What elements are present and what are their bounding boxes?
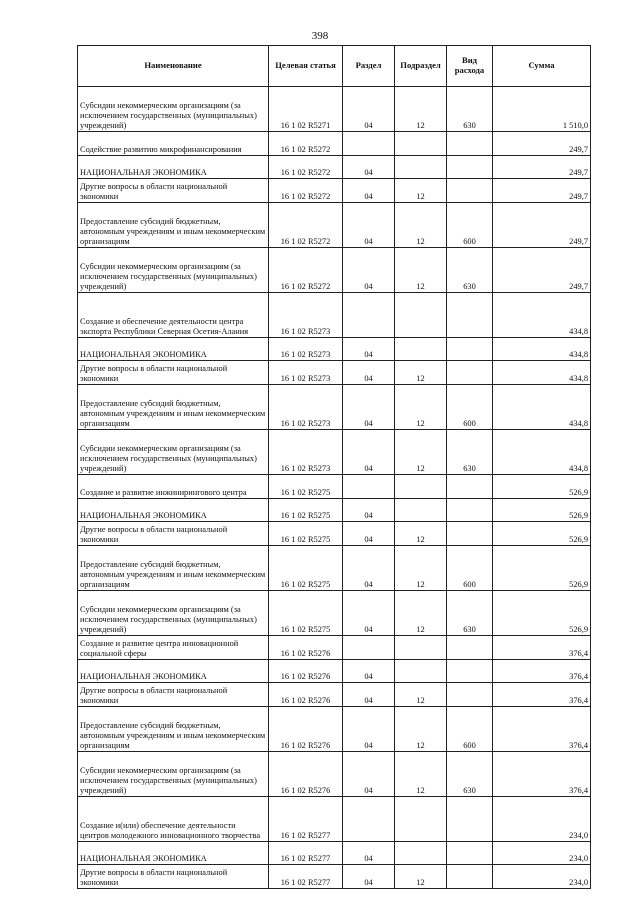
table-row	[78, 338, 591, 361]
row-name: Создание и развитие инжинирингового центра	[78, 475, 269, 499]
table-row	[78, 179, 591, 203]
row-name: Субсидии некоммерческим организациям (за исключением государственных (муниципальных) учреждений)	[78, 591, 269, 636]
row-expense-type	[447, 522, 493, 546]
row-subsection	[395, 636, 447, 660]
row-subsection: 12	[395, 430, 447, 475]
header-code: Целевая статья	[269, 46, 343, 87]
row-section	[343, 475, 395, 499]
row-code: 16 1 02 R5271	[269, 87, 343, 132]
row-section: 04	[343, 248, 395, 293]
row-expense-type: 630	[447, 752, 493, 797]
row-section	[343, 636, 395, 660]
row-name: Субсидии некоммерческим организациям (за исключением государственных (муниципальных) учреждений)	[78, 248, 269, 293]
table-row	[78, 636, 591, 660]
row-amount: 434,8	[493, 293, 591, 338]
row-name: Субсидии некоммерческим организациям (за исключением государственных (муниципальных) учреждений)	[78, 752, 269, 797]
row-code: 16 1 02 R5276	[269, 636, 343, 660]
row-subsection	[395, 156, 447, 179]
header-subsection: Подраздел	[395, 46, 447, 87]
row-section: 04	[343, 430, 395, 475]
row-amount: 526,9	[493, 591, 591, 636]
row-subsection: 12	[395, 752, 447, 797]
row-name: Предоставление субсидий бюджетным, автономным учреждениям и иным некоммерческим организациям	[78, 203, 269, 248]
row-expense-type: 630	[447, 87, 493, 132]
row-name: НАЦИОНАЛЬНАЯ ЭКОНОМИКА	[78, 842, 269, 865]
row-amount: 376,4	[493, 660, 591, 683]
row-expense-type: 630	[447, 248, 493, 293]
row-section: 04	[343, 522, 395, 546]
row-expense-type: 600	[447, 385, 493, 430]
row-subsection	[395, 499, 447, 522]
row-code: 16 1 02 R5273	[269, 338, 343, 361]
row-subsection: 12	[395, 707, 447, 752]
row-section: 04	[343, 338, 395, 361]
table-row	[78, 475, 591, 499]
table-row	[78, 430, 591, 475]
row-subsection	[395, 293, 447, 338]
row-code: 16 1 02 R5273	[269, 430, 343, 475]
row-code: 16 1 02 R5277	[269, 842, 343, 865]
row-amount: 376,4	[493, 683, 591, 707]
row-expense-type: 600	[447, 707, 493, 752]
row-section	[343, 797, 395, 842]
row-name: Создание и(или) обеспечение деятельности центров молодежного инновационного творчества	[78, 797, 269, 842]
row-amount: 234,0	[493, 842, 591, 865]
header-section: Раздел	[343, 46, 395, 87]
row-code: 16 1 02 R5275	[269, 475, 343, 499]
row-amount: 526,9	[493, 546, 591, 591]
row-section: 04	[343, 156, 395, 179]
table-row	[78, 293, 591, 338]
row-subsection: 12	[395, 361, 447, 385]
page-number: 398	[311, 30, 329, 42]
table-row	[78, 361, 591, 385]
row-subsection: 12	[395, 546, 447, 591]
row-section: 04	[343, 361, 395, 385]
row-name: Другие вопросы в области национальной экономики	[78, 361, 269, 385]
row-amount: 249,7	[493, 156, 591, 179]
row-name: НАЦИОНАЛЬНАЯ ЭКОНОМИКА	[78, 156, 269, 179]
row-expense-type	[447, 179, 493, 203]
row-expense-type	[447, 683, 493, 707]
table-row	[78, 132, 591, 156]
row-name: Другие вопросы в области национальной экономики	[78, 522, 269, 546]
row-section: 04	[343, 499, 395, 522]
table-row	[78, 842, 591, 865]
row-code: 16 1 02 R5275	[269, 546, 343, 591]
row-name: НАЦИОНАЛЬНАЯ ЭКОНОМИКА	[78, 499, 269, 522]
row-amount: 526,9	[493, 475, 591, 499]
row-expense-type: 600	[447, 546, 493, 591]
row-expense-type	[447, 293, 493, 338]
row-amount: 234,0	[493, 865, 591, 889]
row-section: 04	[343, 546, 395, 591]
row-subsection	[395, 660, 447, 683]
table-row	[78, 522, 591, 546]
row-amount: 1 510,0	[493, 87, 591, 132]
header-amount: Сумма	[493, 46, 591, 87]
row-code: 16 1 02 R5272	[269, 203, 343, 248]
row-amount: 249,7	[493, 179, 591, 203]
row-subsection: 12	[395, 203, 447, 248]
row-expense-type: 630	[447, 430, 493, 475]
row-code: 16 1 02 R5273	[269, 293, 343, 338]
row-section: 04	[343, 179, 395, 203]
row-expense-type	[447, 338, 493, 361]
row-code: 16 1 02 R5272	[269, 156, 343, 179]
row-section: 04	[343, 683, 395, 707]
row-code: 16 1 02 R5272	[269, 248, 343, 293]
row-subsection	[395, 842, 447, 865]
row-name: Создание и обеспечение деятельности центра экспорта Республики Северная Осетия-Алания	[78, 293, 269, 338]
row-subsection: 12	[395, 179, 447, 203]
row-expense-type	[447, 797, 493, 842]
row-amount: 434,8	[493, 430, 591, 475]
row-amount: 434,8	[493, 361, 591, 385]
row-section: 04	[343, 842, 395, 865]
row-subsection	[395, 132, 447, 156]
table-row	[78, 797, 591, 842]
row-code: 16 1 02 R5272	[269, 132, 343, 156]
row-name: Субсидии некоммерческим организациям (за исключением государственных (муниципальных) учреждений)	[78, 87, 269, 132]
table-row	[78, 248, 591, 293]
table-row	[78, 865, 591, 889]
row-section: 04	[343, 660, 395, 683]
row-section	[343, 293, 395, 338]
row-section	[343, 132, 395, 156]
row-subsection: 12	[395, 248, 447, 293]
row-subsection: 12	[395, 385, 447, 430]
row-code: 16 1 02 R5276	[269, 707, 343, 752]
table-row	[78, 707, 591, 752]
row-name: НАЦИОНАЛЬНАЯ ЭКОНОМИКА	[78, 338, 269, 361]
row-code: 16 1 02 R5275	[269, 499, 343, 522]
table-row	[78, 87, 591, 132]
row-subsection: 12	[395, 522, 447, 546]
row-expense-type	[447, 361, 493, 385]
table-row	[78, 752, 591, 797]
row-amount: 376,4	[493, 636, 591, 660]
table-row	[78, 546, 591, 591]
row-code: 16 1 02 R5273	[269, 385, 343, 430]
row-amount: 249,7	[493, 203, 591, 248]
table-header-row	[78, 46, 591, 87]
row-code: 16 1 02 R5277	[269, 797, 343, 842]
header-expense-type: Вид расхода	[447, 46, 493, 87]
row-name: Другие вопросы в области национальной экономики	[78, 865, 269, 889]
row-subsection: 12	[395, 591, 447, 636]
row-name: Предоставление субсидий бюджетным, автономным учреждениям и иным некоммерческим организациям	[78, 546, 269, 591]
row-name: Создание и развитие центра инновационной социальной сферы	[78, 636, 269, 660]
row-code: 16 1 02 R5276	[269, 660, 343, 683]
row-code: 16 1 02 R5275	[269, 522, 343, 546]
row-code: 16 1 02 R5277	[269, 865, 343, 889]
row-section: 04	[343, 591, 395, 636]
row-section: 04	[343, 707, 395, 752]
row-code: 16 1 02 R5272	[269, 179, 343, 203]
row-name: Субсидии некоммерческим организациям (за исключением государственных (муниципальных) учреждений)	[78, 430, 269, 475]
row-section: 04	[343, 752, 395, 797]
row-amount: 376,4	[493, 752, 591, 797]
row-section: 04	[343, 87, 395, 132]
row-subsection: 12	[395, 865, 447, 889]
table-row	[78, 385, 591, 430]
table-row	[78, 683, 591, 707]
row-amount: 434,8	[493, 338, 591, 361]
row-code: 16 1 02 R5276	[269, 752, 343, 797]
row-amount: 526,9	[493, 522, 591, 546]
row-expense-type	[447, 660, 493, 683]
table-row	[78, 591, 591, 636]
budget-table	[77, 45, 591, 889]
row-name: Предоставление субсидий бюджетным, автономным учреждениям и иным некоммерческим организациям	[78, 707, 269, 752]
row-code: 16 1 02 R5276	[269, 683, 343, 707]
row-subsection: 12	[395, 683, 447, 707]
row-subsection: 12	[395, 87, 447, 132]
row-amount: 249,7	[493, 248, 591, 293]
header-name: Наименование	[78, 46, 269, 87]
row-expense-type	[447, 636, 493, 660]
row-name: Предоставление субсидий бюджетным, автономным учреждениям и иным некоммерческим организациям	[78, 385, 269, 430]
table-row	[78, 660, 591, 683]
row-expense-type	[447, 475, 493, 499]
row-subsection	[395, 797, 447, 842]
table-row	[78, 203, 591, 248]
row-code: 16 1 02 R5273	[269, 361, 343, 385]
row-expense-type: 630	[447, 591, 493, 636]
row-amount: 526,9	[493, 499, 591, 522]
row-name: Другие вопросы в области национальной экономики	[78, 683, 269, 707]
row-expense-type	[447, 499, 493, 522]
row-name: Другие вопросы в области национальной экономики	[78, 179, 269, 203]
row-name: НАЦИОНАЛЬНАЯ ЭКОНОМИКА	[78, 660, 269, 683]
row-name: Содействие развитию микрофинансирования	[78, 132, 269, 156]
row-amount: 376,4	[493, 707, 591, 752]
table-row	[78, 499, 591, 522]
row-expense-type	[447, 842, 493, 865]
row-section: 04	[343, 865, 395, 889]
row-amount: 234,0	[493, 797, 591, 842]
row-expense-type	[447, 156, 493, 179]
row-amount: 434,8	[493, 385, 591, 430]
table-row	[78, 156, 591, 179]
row-section: 04	[343, 385, 395, 430]
row-expense-type: 600	[447, 203, 493, 248]
row-subsection	[395, 475, 447, 499]
row-expense-type	[447, 865, 493, 889]
row-amount: 249,7	[493, 132, 591, 156]
row-section: 04	[343, 203, 395, 248]
row-expense-type	[447, 132, 493, 156]
row-subsection	[395, 338, 447, 361]
row-code: 16 1 02 R5275	[269, 591, 343, 636]
